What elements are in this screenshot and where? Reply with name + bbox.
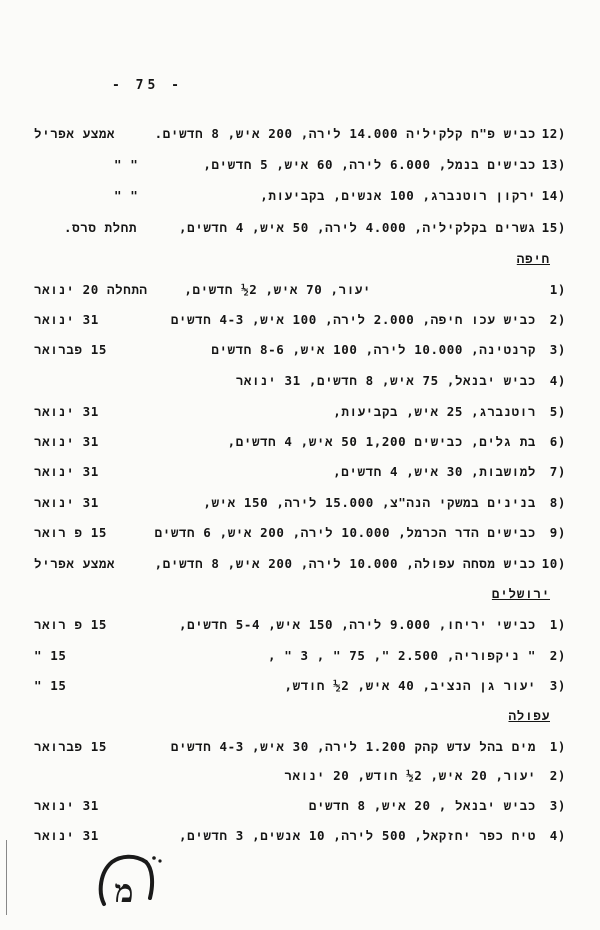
item-date: 15 "	[34, 678, 67, 693]
item-number: 4)	[549, 373, 566, 388]
item-date: 31 ינואר	[34, 312, 99, 327]
list-item	[34, 617, 566, 637]
list-item	[34, 126, 566, 146]
item-text: כביש עכו חיפה, 2.000 לירה, 100 איש, 4-3 חדשים	[170, 312, 536, 327]
item-date: התחלה 20 ינואר	[34, 282, 148, 297]
item-date: 31 ינואר	[34, 495, 99, 510]
list-item	[34, 525, 566, 545]
item-text: כבישים בנמל, 6.000 לירה, 60 איש, 5 חדשים,	[203, 157, 536, 172]
item-date: תחלת סרס.	[64, 220, 137, 235]
stamp-letter: מ	[114, 872, 134, 910]
item-text: יעור, 70 איש, 2½ חדשים,	[184, 282, 371, 297]
item-number: 7)	[549, 464, 566, 479]
page-number: - 75 -	[112, 78, 183, 93]
item-date: 31 ינואר	[34, 828, 99, 843]
item-number: 2)	[549, 312, 566, 327]
list-item	[34, 282, 566, 302]
list-item	[34, 220, 566, 240]
item-text: ירקון רוטנברג, 100 אנשים, בקביעות,	[260, 188, 536, 203]
list-item	[34, 678, 566, 698]
item-text: כבישים הדר הכרמל, 10.000 לירה, 200 איש, 6 חדשים	[154, 525, 536, 540]
list-item	[34, 434, 566, 454]
list-item	[34, 739, 566, 759]
item-date: 31 ינואר	[34, 464, 99, 479]
list-item	[34, 768, 566, 788]
item-text: טיח כפר יחזקאל, 500 לירה, 10 אנשים, 3 חדשים,	[179, 828, 536, 843]
item-text: " ניקפוריה, 2.500 ", 75 " , 3 " ,	[267, 648, 536, 663]
item-date: 15 פברואר	[34, 342, 107, 357]
item-text: גשרים בקלקיליה, 4.000 לירה, 50 איש, 4 חדשים,	[179, 220, 536, 235]
archive-stamp-icon	[96, 852, 166, 916]
item-number: 10)	[541, 556, 566, 571]
item-number: 6)	[549, 434, 566, 449]
item-number: 12)	[541, 126, 566, 141]
item-text: כביש מסחה עפולה, 10.000 לירה, 200 איש, 8 חדשים,	[154, 556, 536, 571]
item-text: בת גלים, כבישים 1,200 50 איש, 4 חדשים,	[227, 434, 536, 449]
list-item	[34, 342, 566, 362]
item-number: 1)	[549, 282, 566, 297]
item-number: 3)	[549, 678, 566, 693]
item-text: מים בהל עדש קהק 1.200 לירה, 30 איש, 4-3 חדשים	[170, 739, 536, 754]
item-text: יעור, 20 איש, 2½ חודש, 20 ינואר	[284, 768, 536, 783]
item-number: 3)	[549, 798, 566, 813]
item-number: 1)	[549, 739, 566, 754]
item-number: 14)	[541, 188, 566, 203]
list-item	[34, 373, 566, 393]
item-number: 2)	[549, 648, 566, 663]
section-heading-haifa: חיפה	[516, 251, 550, 266]
list-item	[34, 312, 566, 332]
list-item	[34, 404, 566, 424]
item-text: כביש יבנאל , 20 איש, 8 חדשים	[308, 798, 536, 813]
item-number: 4)	[549, 828, 566, 843]
item-date: 31 ינואר	[34, 434, 99, 449]
item-text: כבישי יריחו, 9.000 לירה, 150 איש, 5-4 חדשים,	[178, 617, 536, 632]
item-number: 8)	[549, 495, 566, 510]
list-item	[34, 828, 566, 848]
list-item	[34, 464, 566, 484]
section-heading-jerusalem: ירושלים	[491, 586, 550, 601]
list-item	[34, 556, 566, 576]
item-number: 3)	[549, 342, 566, 357]
item-text: כביש יבנאל, 75 איש, 8 חדשים, 31 ינואר	[235, 373, 536, 388]
item-number: 13)	[541, 157, 566, 172]
item-date: אמצע אפריל	[34, 126, 116, 141]
item-date: 15 פברואר	[34, 739, 107, 754]
item-number: 5)	[549, 404, 566, 419]
list-item	[34, 648, 566, 668]
item-number: 1)	[549, 617, 566, 632]
list-item	[34, 798, 566, 818]
item-text: למושבות, 30 איש, 4 חדשים,	[333, 464, 536, 479]
list-item	[34, 495, 566, 515]
item-number: 2)	[549, 768, 566, 783]
item-date: 31 ינואר	[34, 798, 99, 813]
item-text: רוטנברג, 25 איש, בקביעות,	[333, 404, 536, 419]
item-date: 15 פ רואר	[34, 525, 108, 540]
item-date: 15 פ רואר	[34, 617, 108, 632]
margin-line	[6, 840, 7, 915]
item-date: " "	[114, 157, 139, 172]
item-text: קרנטינה, 10.000 לירה, 100 איש, 8-6 חדשים	[211, 342, 536, 357]
section-heading-afula: עפולה	[508, 708, 550, 723]
item-date: 31 ינואר	[34, 404, 99, 419]
item-text: בנינים במשקי הנה"צ, 15.000 לירה, 150 איש,	[203, 495, 536, 510]
item-text: כביש פ"ח קלקיליה 14.000 לירה, 200 איש, 8 חדשים.	[154, 126, 536, 141]
item-number: 9)	[549, 525, 566, 540]
item-date: " "	[114, 188, 139, 203]
item-date: 15 "	[34, 648, 67, 663]
list-item	[34, 188, 566, 208]
item-number: 15)	[541, 220, 566, 235]
list-item	[34, 157, 566, 177]
item-text: יעור גן הנציב, 40 איש, 2½ חודש,	[284, 678, 536, 693]
item-date: אמצע אפריל	[34, 556, 116, 571]
